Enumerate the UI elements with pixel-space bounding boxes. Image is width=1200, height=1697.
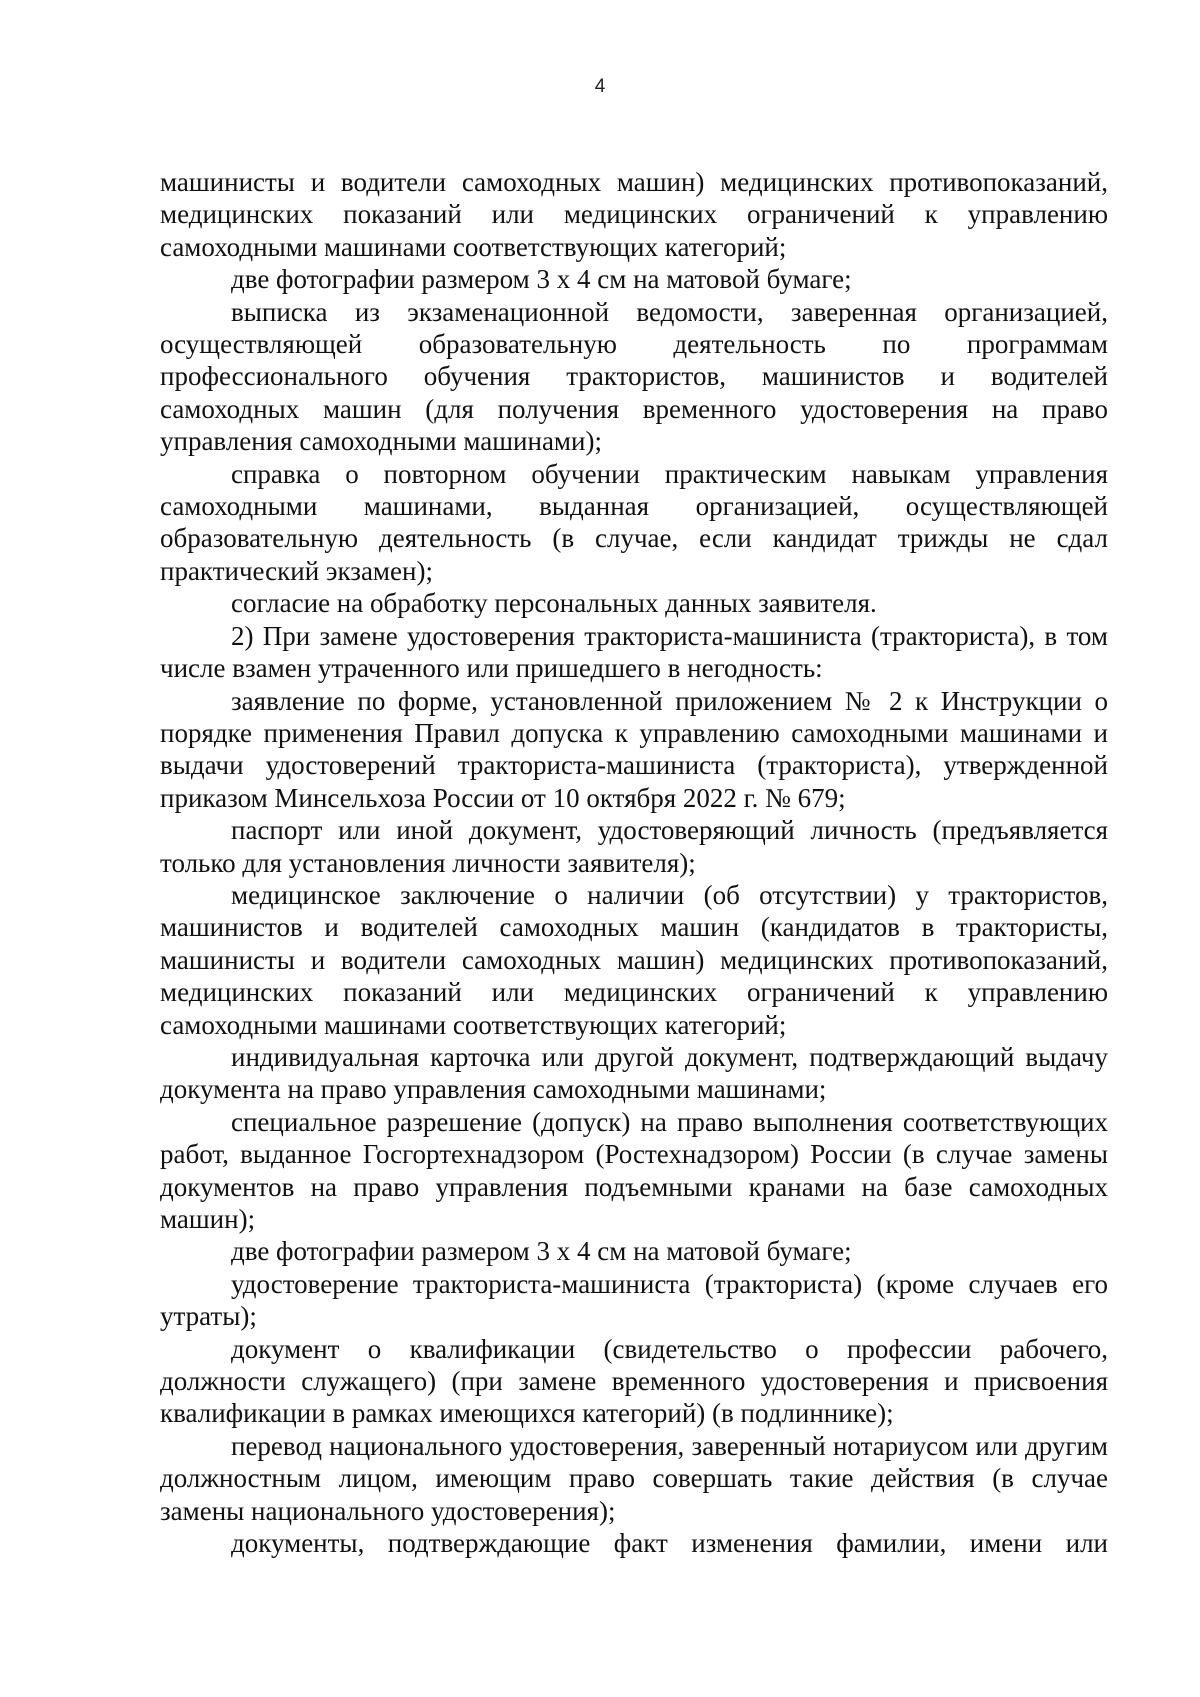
paragraph-10: индивидуальная карточка или другой документ, подтверждающий выдачу документа на право управления самоходными машинами;	[160, 1041, 1108, 1105]
paragraph-16: документы, подтверждающие факт изменения фамилии, имени или	[231, 1528, 1108, 1559]
paragraph-2: две фотографии размером 3 х 4 см на матовой бумаге;	[231, 264, 852, 295]
paragraph-5: согласие на обработку персональных данных заявителя.	[231, 588, 877, 619]
paragraph-12: две фотографии размером 3 х 4 см на матовой бумаге;	[231, 1236, 852, 1267]
paragraph-3: выписка из экзаменационной ведомости, заверенная организацией, осуществляющей образовательную деятельность по программам профессионального обучения трактористов, машинистов и водителей самоходных машин (для получения временного удостоверения на право управления самоходными машинами);	[160, 296, 1108, 457]
paragraph-8: паспорт или иной документ, удостоверяющий личность (предъявляется только для установления личности заявителя);	[160, 815, 1108, 878]
paragraph-15: перевод национального удостоверения, заверенный нотариусом или другим должностным лицом, имеющим право совершать такие действия (в случае замены национального удостоверения);	[160, 1430, 1108, 1526]
paragraph-4: справка о повторном обучении практическим навыкам управления самоходными машинами, выданная организацией, осуществляющей образовательную деятельность (в случае, если кандидат трижды не сдал практический экзамен);	[160, 458, 1108, 586]
paragraph-14: документ о квалификации (свидетельство о профессии рабочего, должности служащего) (при замене временного удостоверения и присвоения квалификации в рамках имеющихся категорий) (в подлиннике);	[160, 1333, 1108, 1429]
paragraph-9: медицинское заключение о наличии (об отсутствии) у трактористов, машинистов и водителей самоходных машин (кандидатов в трактористы, машинисты и водители самоходных машин) медицинских противопоказаний, медицинских показаний или медицинских ограничений к управлению самоходными машинами соответствующих категорий;	[160, 879, 1108, 1040]
paragraph-6: 2) При замене удостоверения тракториста-машиниста (тракториста), в том числе взамен утраченного или пришедшего в негодность:	[160, 620, 1108, 684]
paragraph-7: заявление по форме, установленной приложением № 2 к Инструкции о порядке применения Правил допуска к управлению самоходными машинами и выдачи удостоверений тракториста-машиниста (тракториста), утвержденной приказом Минсельхоза России от 10 октября 2022 г. № 679;	[160, 685, 1108, 813]
page-number: 4	[594, 76, 606, 97]
document-body	[160, 166, 1108, 1559]
paragraph-13: удостоверение тракториста-машиниста (тракториста) (кроме случаев его утраты);	[160, 1268, 1108, 1332]
paragraph-11: специальное разрешение (допуск) на право выполнения соответствующих работ, выданное Госгортехнадзором (Ростехнадзором) России (в случае замены документов на право управления подъемными кранами на базе самоходных машин);	[160, 1106, 1108, 1234]
paragraph-1: машинисты и водители самоходных машин) медицинских противопоказаний, медицинских показаний или медицинских ограничений к управлению самоходными машинами соответствующих категорий;	[160, 167, 1108, 262]
